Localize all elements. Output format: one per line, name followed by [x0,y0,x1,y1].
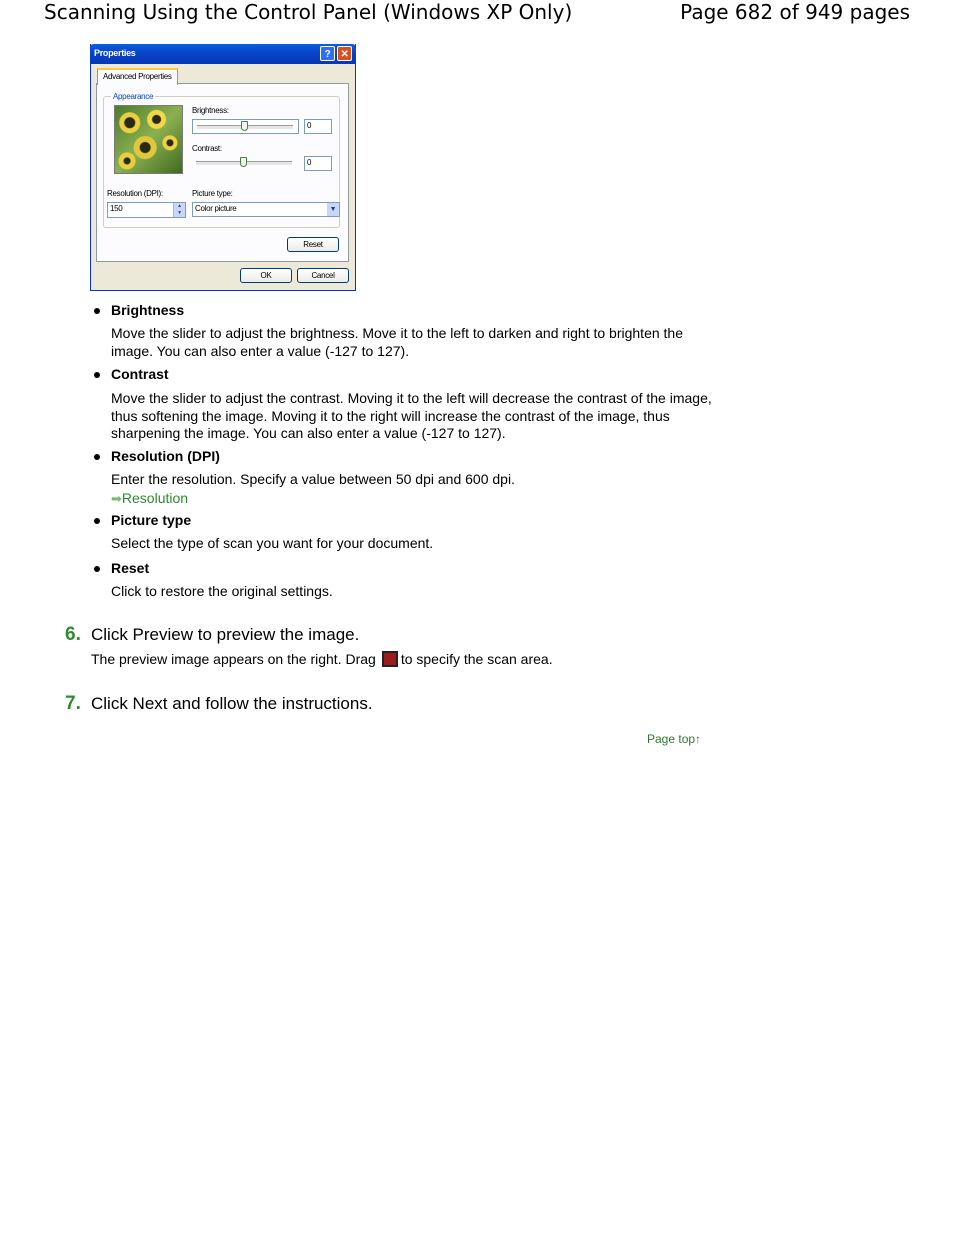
desc-picture-type: Select the type of scan you want for your document. [111,535,434,551]
brightness-slider-thumb[interactable] [241,121,248,131]
page-number: Page 682 of 949 pages [680,0,910,24]
term-picture-type: Picture type [111,512,192,528]
dialog-title: Properties [94,48,136,58]
scan-area-icon [382,651,398,667]
appearance-group-label: Appearance [113,92,154,101]
picture-type-label: Picture type: [192,189,233,198]
reset-button[interactable]: Reset [287,237,339,252]
term-resolution: Resolution (DPI) [111,448,220,464]
dialog-title-bar[interactable] [90,44,356,64]
close-icon[interactable]: ✕ [337,46,352,61]
resolution-label: Resolution (DPI): [107,189,163,198]
up-arrow-icon: ↑ [695,732,702,746]
brightness-slider[interactable] [192,119,299,134]
bullet-icon [94,372,100,378]
step-text: Click Next and follow the instructions. [91,694,373,713]
bullet-icon [94,308,100,314]
preview-thumbnail-image [114,105,183,174]
brightness-label: Brightness: [192,106,229,115]
help-icon[interactable]: ? [320,46,335,61]
properties-dialog [90,44,356,291]
contrast-slider-thumb[interactable] [240,157,247,167]
cancel-button[interactable]: Cancel [297,268,349,283]
spin-down-icon[interactable]: ▼ [177,210,182,216]
dropdown-arrow-icon[interactable]: ▼ [327,203,339,216]
page-top-link[interactable] [647,732,701,746]
bullet-icon [94,454,100,460]
brightness-value-field[interactable]: 0 [304,119,332,134]
step-subtext-before: The preview image appears on the right. Drag [91,651,376,667]
ok-button[interactable]: OK [240,268,292,283]
desc-brightness: Move the slider to adjust the brightness. Move it to the left to darken and right to brighten the image. You can also enter a value (-127 to 127). [111,325,683,359]
picture-type-value: Color picture [195,204,237,213]
desc-reset: Click to restore the original settings. [111,583,333,599]
step-number: 6. [65,624,81,645]
page-header-title: Scanning Using the Control Panel (Windows XP Only) [44,0,573,24]
term-reset: Reset [111,560,150,576]
step-number: 7. [65,693,81,714]
tab-advanced-properties[interactable]: Advanced Properties [97,68,178,85]
page-top-label[interactable]: Page top [647,732,696,746]
desc-resolution: Enter the resolution. Specify a value between 50 dpi and 600 dpi. [111,471,515,487]
contrast-value-field[interactable]: 0 [304,156,332,171]
spin-buttons[interactable] [173,203,185,217]
step-subtext-after: to specify the scan area. [400,651,553,667]
resolution-spinbox[interactable] [107,202,186,218]
bullet-icon [94,518,100,524]
term-brightness: Brightness [111,302,185,318]
bullet-icon [94,566,100,572]
spin-up-icon[interactable]: ▲ [177,203,182,209]
resolution-value: 150 [110,204,123,213]
contrast-slider[interactable] [192,156,299,171]
step-subtext [91,651,553,667]
contrast-label: Contrast: [192,144,222,153]
arrow-right-icon: ➡ [111,491,122,506]
step-text: Click Preview to preview the image. [91,625,360,644]
picture-type-select[interactable] [192,202,340,217]
resolution-link[interactable] [111,490,188,507]
resolution-link-text[interactable]: Resolution [121,490,189,506]
term-contrast: Contrast [111,366,169,382]
desc-contrast: Move the slider to adjust the contrast. Moving it to the left will decrease the contrast of the image, thus softening the image. Moving it to the right will increase the contrast of the image, thus sharpening the image. You can also enter a value (-127 to 127). [111,390,712,441]
